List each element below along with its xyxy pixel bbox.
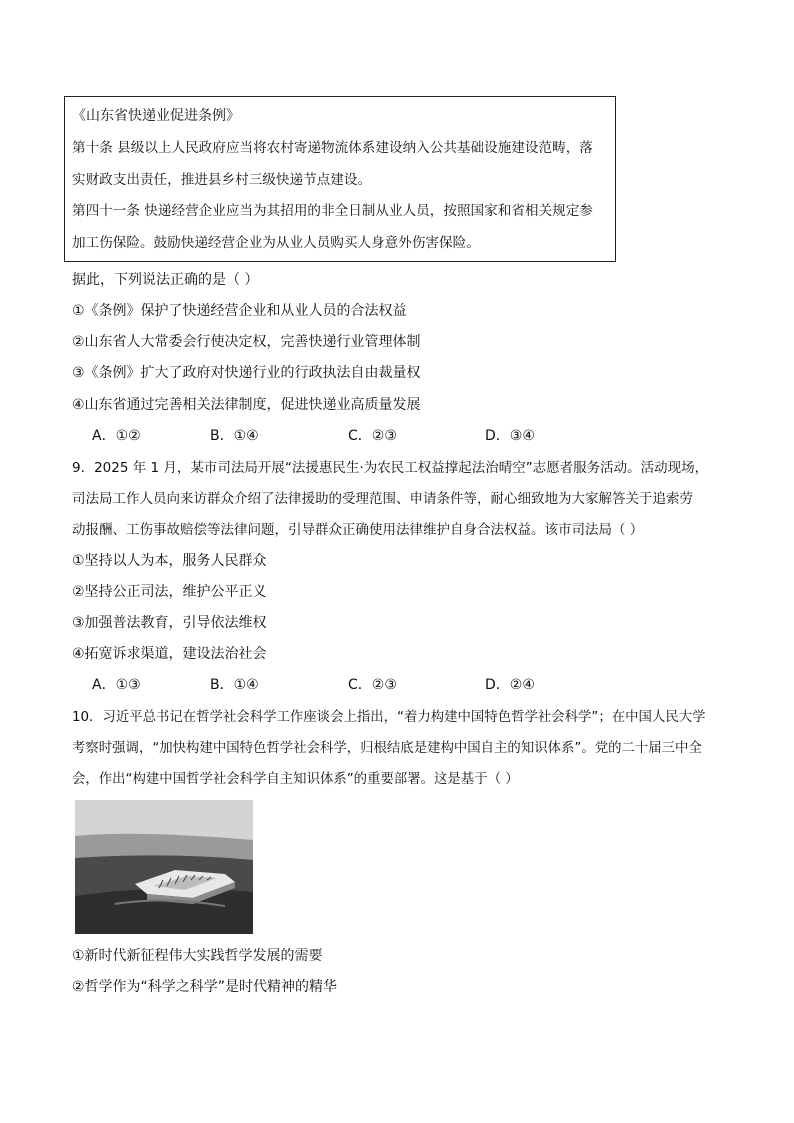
q9-option-d[interactable]: D．②④ — [485, 677, 535, 693]
regulation-article-41-line1: 第四十一条 快递经营企业应当为其招用的非全日制从业人员，按照国家和省相关规定参 — [72, 203, 593, 219]
q9-option-b[interactable]: B．①④ — [210, 677, 259, 693]
q10-stem-line2: 考察时强调，“加快构建中国特色哲学社会科学，归根结底是建构中国自主的知识体系”。党的二十届三中全 — [72, 741, 702, 756]
regulation-article-10-line2: 实财政支出责任，推进县乡村三级快递节点建设。 — [72, 172, 372, 188]
building-illustration — [75, 800, 253, 934]
q10-statement-1: ①新时代新征程伟大实践哲学发展的需要 — [72, 948, 323, 964]
q9-statement-1: ①坚持以人为本，服务人民群众 — [72, 553, 267, 569]
q8-option-c[interactable]: C．②③ — [348, 428, 397, 444]
q10-statement-2: ②哲学作为“科学之科学”是时代精神的精华 — [72, 979, 338, 995]
q9-option-a[interactable]: A．①③ — [92, 677, 141, 693]
regulation-title: 《山东省快递业促进条例》 — [72, 108, 240, 124]
q8-option-a[interactable]: A．①② — [92, 428, 141, 444]
q9-options — [92, 675, 612, 695]
q10-stem-line3: 会，作出“构建中国哲学社会科学自主知识体系”的重要部署。这是基于（ ） — [72, 772, 519, 787]
q8-statement-1: ①《条例》保护了快递经营企业和从业人员的合法权益 — [72, 303, 407, 319]
q9-statement-3: ③加强普法教育，引导依法维权 — [72, 615, 267, 631]
regulation-article-41-line2: 加工伤保险。鼓励快递经营企业为从业人员购买人身意外伤害保险。 — [72, 235, 480, 251]
q9-stem-line3: 动报酬、工伤事故赔偿等法律问题，引导群众正确使用法律维护自身合法权益。该市司法局（ ） — [72, 522, 644, 538]
q9-option-c[interactable]: C．②③ — [348, 677, 397, 693]
q10-photo-architecture — [75, 800, 253, 934]
q9-statement-4: ④拓宽诉求渠道，建设法治社会 — [72, 646, 267, 662]
q9-stem-line2: 司法局工作人员向来访群众介绍了法律援助的受理范围、申请条件等，耐心细致地为大家解答关于追索劳 — [72, 491, 693, 507]
q8-statement-4: ④山东省通过完善相关法律制度，促进快递业高质量发展 — [72, 397, 421, 413]
q9-statement-2: ②坚持公正司法，维护公平正义 — [72, 584, 267, 600]
q10-stem-line1: 10．习近平总书记在哲学社会科学工作座谈会上指出，“着力构建中国特色哲学社会科学”；在中国人民大学 — [72, 710, 706, 725]
regulation-article-10-line1: 第十条 县级以上人民政府应当将农村寄递物流体系建设纳入公共基础设施建设范畴，落 — [72, 140, 593, 156]
q9-stem-line1: 9．2025 年 1 月，某市司法局开展“法援惠民生·为农民工权益撑起法治晴空”志愿者服务活动。活动现场， — [72, 460, 709, 476]
q8-option-b[interactable]: B．①④ — [210, 428, 259, 444]
q8-statement-2: ②山东省人大常委会行使决定权，完善快递行业管理体制 — [72, 334, 421, 350]
q8-statement-3: ③《条例》扩大了政府对快递行业的行政执法自由裁量权 — [72, 365, 421, 381]
q8-stem: 据此，下列说法正确的是（ ） — [72, 272, 259, 288]
q8-options — [92, 426, 612, 446]
q8-option-d[interactable]: D．③④ — [485, 428, 535, 444]
